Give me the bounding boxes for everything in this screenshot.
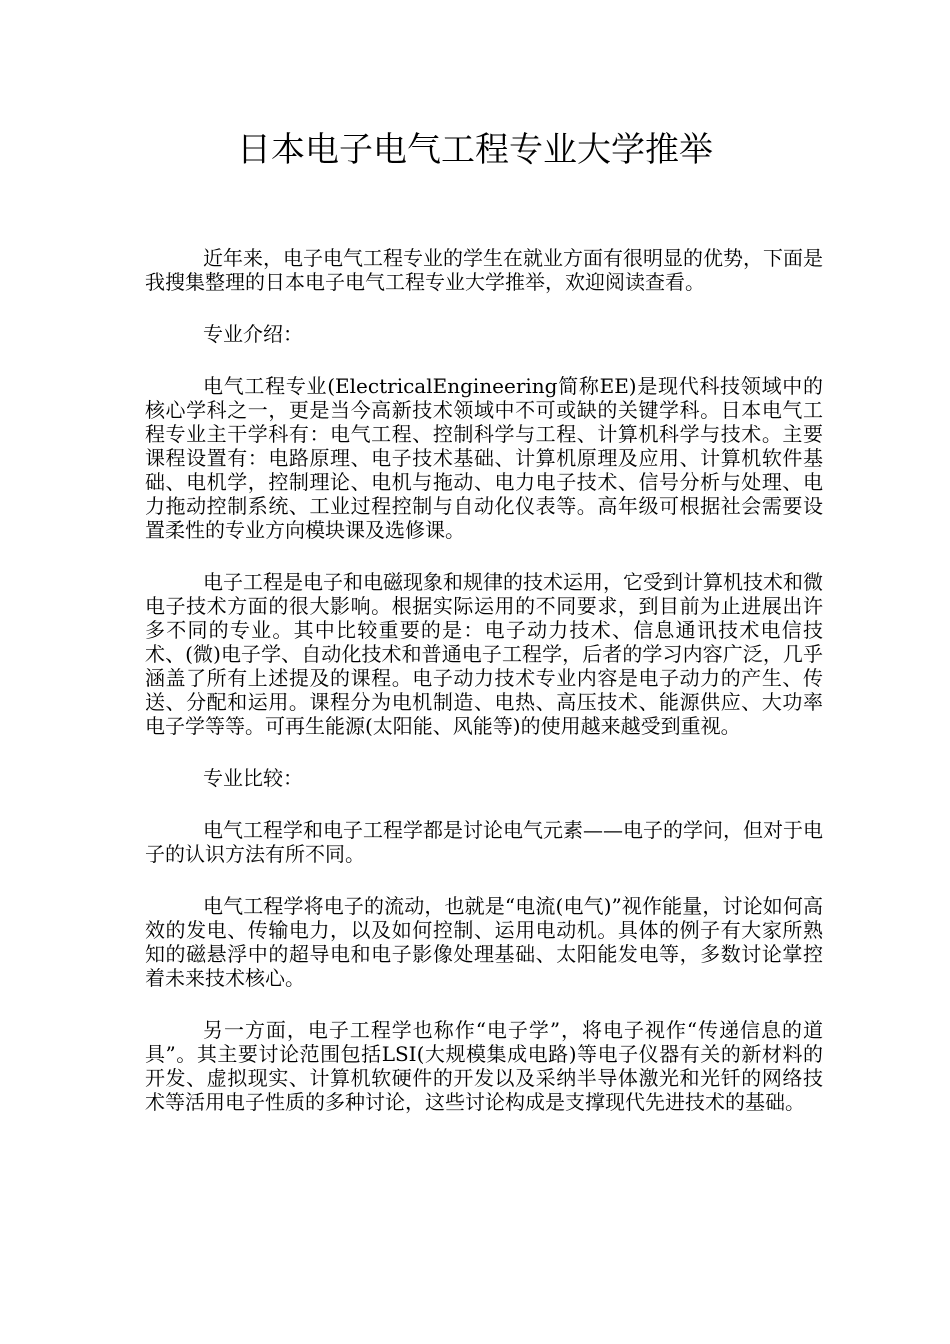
electronic-engineering-paragraph: 电子工程是电子和电磁现象和规律的技术运用，它受到计算机技术和微电子技术方面的很大影响。根据实际运用的不同要求，到目前为止进展出许多不同的专业。其中比较重要的是：电子动力技术、信息通讯技术电信技术、(微)电子学、自动化技术和普通电子工程学，后者的学习内容广泛，几乎涵盖了所有上述提及的课程。电子动力技术专业内容是电子动力的产生、传送、分配和运用。课程分为电机制造、电热、高压技术、能源供应、大功率电子学等等。可再生能源(太阳能、风能等)的使用越来越受到重视。 <box>145 570 823 738</box>
comparison-paragraph: 电气工程学和电子工程学都是讨论电气元素——电子的学问，但对于电子的认识方法有所不同。 <box>145 818 823 866</box>
section-heading-major-comparison: 专业比较： <box>203 766 303 790</box>
document-title: 日本电子电气工程专业大学推举 <box>237 130 713 170</box>
section-heading-major-intro: 专业介绍： <box>203 322 303 346</box>
electronic-focus-paragraph: 另一方面，电子工程学也称作“电子学”，将电子视作“传递信息的道具”。其主要讨论范围包括LSI(大规模集成电路)等电子仪器有关的新材料的开发、虚拟现实、计算机软硬件的开发以及采纳半导体激光和光钎的网络技术等活用电子性质的多种讨论，这些讨论构成是支撑现代先进技术的基础。 <box>145 1018 823 1114</box>
intro-paragraph: 近年来，电子电气工程专业的学生在就业方面有很明显的优势，下面是我搜集整理的日本电子电气工程专业大学推举，欢迎阅读查看。 <box>145 246 823 294</box>
electrical-engineering-paragraph: 电气工程专业(ElectricalEngineering简称EE)是现代科技领域中的核心学科之一，更是当今高新技术领域中不可或缺的关键学科。日本电气工程专业主干学科有：电气工程、控制科学与工程、计算机科学与技术。主要课程设置有：电路原理、电子技术基础、计算机原理及应用、计算机软件基础、电机学，控制理论、电机与拖动、电力电子技术、信号分析与处理、电力拖动控制系统、工业过程控制与自动化仪表等。高年级可根据社会需要设置柔性的专业方向模块课及选修课。 <box>145 374 823 542</box>
document-body <box>145 246 823 1142</box>
electrical-focus-paragraph: 电气工程学将电子的流动，也就是“电流(电气)”视作能量，讨论如何高效的发电、传输电力，以及如何控制、运用电动机。具体的例子有大家所熟知的磁悬浮中的超导电和电子影像处理基础、太阳能发电等，多数讨论掌控着未来技术核心。 <box>145 894 823 990</box>
